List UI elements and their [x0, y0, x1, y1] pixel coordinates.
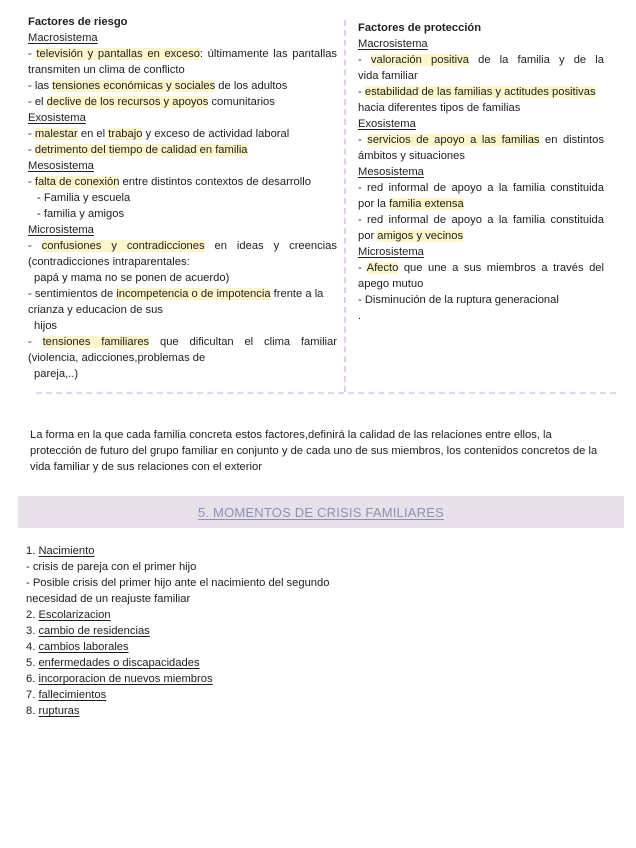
list-item: 8. rupturas [26, 705, 80, 717]
protection-meso-item: - red informal de apoyo a la familia constituida [358, 214, 604, 226]
risk-macro-item: - el declive de los recursos y apoyos comunitarios [28, 96, 275, 108]
list-item: 4. cambios laborales [26, 641, 129, 653]
list-item: 2. Escolarizacion [26, 609, 111, 621]
risk-micro-item: - confusiones y contradicciones en ideas y creencias [28, 240, 337, 252]
protection-meso-item: - red informal de apoyo a la familia constituida [358, 182, 604, 194]
meso-heading: Mesosistema [358, 166, 424, 178]
exo-heading: Exosistema [28, 112, 86, 124]
risk-exo-item: - detrimento del tiempo de calidad en familia [28, 144, 248, 156]
protection-factors-title: Factores de protección [358, 22, 482, 34]
exo-heading: Exosistema [358, 118, 416, 130]
summary-paragraph: La forma en la que cada familia concreta estos factores,definirá la calidad de las relaciones entre ellos, la protección de futuro del grupo familiar en conjunto y de cada uno de sus miembros, los contenidos concretos de la vida familiar y de sus relaciones con el exterior [30, 429, 598, 473]
micro-heading: Microsistema [358, 246, 424, 258]
protection-exo-item: - servicios de apoyo a las familias en distintos [358, 134, 604, 146]
list-item: 5. enfermedades o discapacidades [26, 657, 200, 669]
risk-micro-item: - sentimientos de incompetencia o de impotencia frente a la [28, 288, 324, 300]
macro-heading: Macrosistema [28, 32, 98, 44]
list-item: 6. incorporacion de nuevos miembros [26, 673, 213, 685]
risk-meso-item: - falta de conexión entre distintos contextos de desarrollo [28, 176, 311, 188]
risk-macro-item: - televisión y pantallas en exceso: últimamente las pantallas [28, 48, 338, 60]
protection-macro-item: - valoración positiva de la familia y de la [358, 54, 605, 66]
micro-heading: Microsistema [28, 224, 94, 236]
list-item: 1. Nacimiento [26, 545, 95, 557]
section-divider [36, 392, 616, 394]
list-item: 3. cambio de residencias [26, 625, 150, 637]
risk-factors-column: Factores de riesgo Macrosistema - televisión y pantallas en exceso: últimamente las pantallas transmiten un clima de conflicto - las tensiones económicas y sociales de los adultos - el declive de los recursos y apoyos comunitarios Exosistema - malestar en el trabajo y exceso de actividad laboral - detrimento del tiempo de calidad en familia Mesosistema - falta de conexión entre distintos contextos de desarrollo - Familia y escuela - familia y amigos Microsistema - confusiones y contradicciones en ideas y creencias (contradicciones intraparentales: papá y mama no se ponen de acuerdo) - sentimientos de incompetencia o de impotencia frente a la crianza y educacion de sus hijos - tensiones familiares que dificultan el clima familiar (violencia, adicciones,problemas de pareja,..) [28, 16, 338, 380]
risk-factors-title: Factores de riesgo [28, 16, 128, 28]
macro-heading: Macrosistema [358, 38, 428, 50]
risk-macro-item: - las tensiones económicas y sociales de los adultos [28, 80, 288, 92]
column-divider [344, 20, 346, 392]
protection-micro-item: - Afecto que une a sus miembros a través del [358, 262, 604, 274]
protection-factors-column: Factores de protección Macrosistema - valoración positiva de la familia y de la vida familiar - estabilidad de las familias y actitudes positivas hacia diferentes tipos de familias Exosistema - servicios de apoyo a las familias en distintos ámbitos y situaciones Mesosistema - red informal de apoyo a la familia constituida por la familia extensa - red informal de apoyo a la familia constituida por amigos y vecinos Microsistema - Afecto que une a sus miembros a través del apego mutuo - Disminución de la ruptura generacional . [358, 22, 605, 322]
risk-micro-item: - tensiones familiares que dificultan el clima familiar [28, 336, 337, 348]
protection-macro-item: - estabilidad de las familias y actitudes positivas [358, 86, 596, 98]
meso-heading: Mesosistema [28, 160, 94, 172]
risk-exo-item: - malestar en el trabajo y exceso de actividad laboral [28, 128, 290, 140]
section-title: 5. MOMENTOS DE CRISIS FAMILIARES [198, 504, 444, 520]
crisis-list: 1. Nacimiento - crisis de pareja con el primer hijo - Posible crisis del primer hijo ante el nacimiento del segundo necesidad de un reajuste familiar 2. Escolarizacion 3. cambio de residencias 4. cambios laborales 5. enfermedades o discapacidades 6. incorporacion de nuevos miembros 7. fallecimientos 8. rupturas [26, 545, 330, 717]
protection-micro-item: - Disminución de la ruptura generacional [358, 294, 559, 306]
list-item: 7. fallecimientos [26, 689, 107, 701]
section-header-band [18, 496, 624, 528]
